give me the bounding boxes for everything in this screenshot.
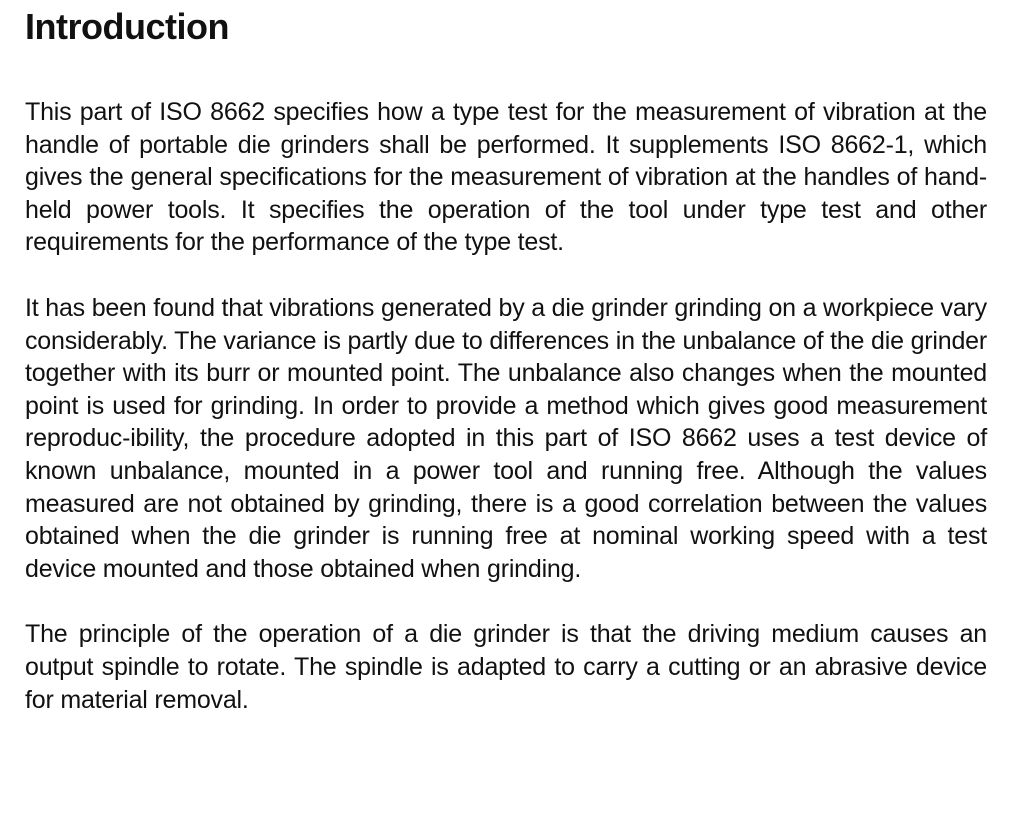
section-title: Introduction (25, 6, 229, 47)
paragraph-scope: This part of ISO 8662 specifies how a type test for the measurement of vibration at the handle of portable die grinders shall be performed. It supplements ISO 8662-1, which gives the general specifications for the measurement of vibration at the handles of hand-held power tools. It specifies the operation of the tool under type test and other requirements for the performance of the type test. (25, 98, 987, 257)
paragraph-operating-principle: The principle of the operation of a die grinder is that the driving medium causes an output spindle to rotate. The spindle is adapted to carry a cutting or an abrasive device for material removal. (25, 620, 987, 714)
paragraph-vibration-variance: It has been found that vibrations generated by a die grinder grinding on a workpiece vary considerably. The variance is partly due to differences in the unbalance of the die grinder together with its burr or mounted point. The unbalance also changes when the mounted point is used for grinding. In order to provide a method which gives good measurement reproduc-ibility, the procedure adopted in this part of ISO 8662 uses a test device of known unbalance, mounted in a power tool and running free. Although the values measured are not obtained by grinding, there is a good correlation between the values obtained when the die grinder is running free at nominal working speed with a test device mounted and those obtained when grinding. (25, 293, 987, 583)
document-page (25, 0, 987, 716)
